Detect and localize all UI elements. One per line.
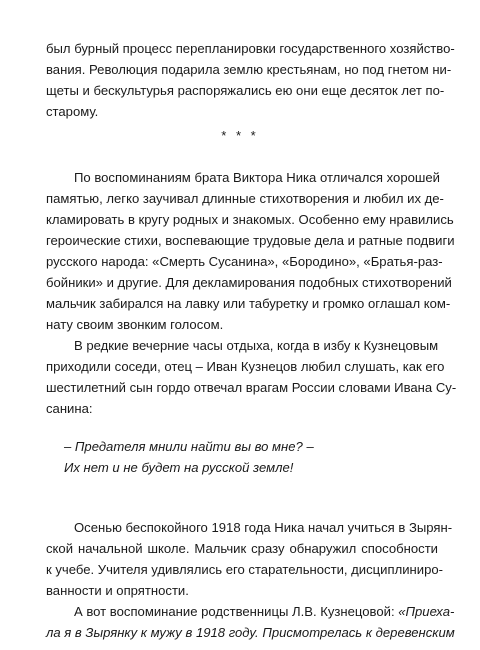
text-line (74, 601, 455, 623)
text-line: санина: (46, 400, 93, 416)
text-line: героические стихи, воспевающие трудовые дела и ратные подвиги (46, 233, 455, 249)
text-line: приходили соседи, отец – Иван Кузнецов любил слушать, как его (46, 358, 445, 374)
text-line: По воспоминаниям брата Виктора Ника отличался хорошей (74, 170, 440, 186)
text-line: ской начальной школе. Мальчик сразу обнаружил способности (46, 541, 438, 557)
text-line: бойники» и другие. Для декламирования подобных стихотворений (46, 275, 452, 290)
text-line: мальчик забирался на лавку или табуретку и громко оглашал ком- (46, 295, 451, 311)
text-line: ванности и опрятности. (46, 583, 189, 599)
text-plain: А вот воспоминание родственницы Л.В. Кузнецовой: (74, 604, 399, 620)
section-separator: * * * (221, 127, 259, 143)
text-line: нату своим звонким голосом. (46, 316, 224, 332)
text-line: к учебе. Учителя удивлялись его старательности, дисциплиниро- (46, 562, 443, 578)
text-line: щеты и бескультурья распоряжались ею они еще десяток лет по- (46, 82, 445, 98)
text-line: ла я в Зырянку к мужу в 1918 году. Присмотрелась к деревенским (46, 625, 455, 640)
text-line: Осенью беспокойного 1918 года Ника начал учиться в Зырян- (74, 520, 453, 536)
text-line: шестилетний сын гордо отвечал врагам России словами Ивана Су- (46, 379, 457, 395)
text-line: В редкие вечерние часы отдыха, когда в избу к Кузнецовым (74, 337, 439, 353)
text-line: русского народа: «Смерть Сусанина», «Бородино», «Братья-раз- (46, 254, 443, 270)
text-line: вания. Революция подарила землю крестьянам, но под гнетом ни- (46, 61, 452, 77)
verse-line: – Предателя мнили найти вы во мне? – (64, 438, 314, 454)
text-line: памятью, легко заучивал длинные стихотворения и любил их де- (46, 191, 444, 207)
text-line: кламировать в кругу родных и знакомых. Особенно ему нравились (46, 212, 454, 228)
verse-line: Их нет и не будет на русской земле! (64, 459, 294, 475)
text-italic-quote: «Приеха- (398, 604, 455, 620)
text-line: был бурный процесс перепланировки государственного хозяйство- (46, 41, 455, 56)
text-line: старому. (46, 103, 99, 119)
